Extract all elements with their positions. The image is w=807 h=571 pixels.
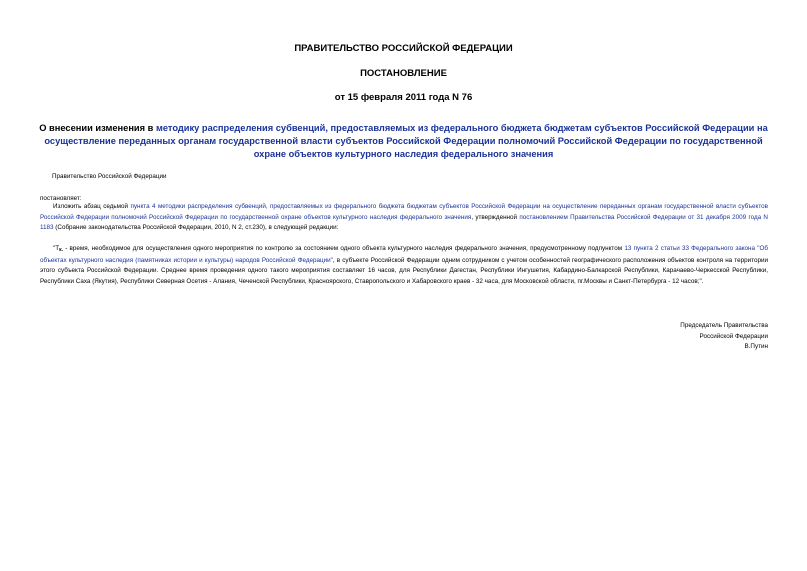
- government-heading: ПРАВИТЕЛЬСТВО РОССИЙСКОЙ ФЕДЕРАЦИИ: [294, 43, 513, 54]
- para1-mid: , утвержденной: [471, 213, 520, 221]
- methodology-point-link[interactable]: пункта 4 методики распределения субвенций, предоставляемых из федерального бюджета бюджетам субъектов Российской Федерации на осуществление переданных органам государственной власти субъектов Российской Федерации полномочий Российской Федерации по государственной охране объектов культурного наследия федерального значения: [40, 203, 768, 221]
- title-methodology-link[interactable]: методику распределения субвенций, предоставляемых из федерального бюджета бюджетам субъектов Российской Федерации на осуществление переданных органам государственной власти субъектов Российской Федерации полномочий Российской Федерации по государственной охране объектов культурного наследия федерального значения: [44, 123, 768, 159]
- paragraph-new-text: [40, 244, 768, 287]
- government-line: Правительство Российской Федерации: [52, 173, 167, 180]
- date-number-heading: от 15 февраля 2011 года N 76: [334, 92, 473, 103]
- title-prefix: О внесении изменения в: [39, 123, 156, 133]
- para1-prefix: Изложить абзац седьмой: [53, 203, 131, 210]
- para2-text-a: - время, необходимое для осуществления одного мероприятия по контролю за состоянием одного объекта культурного наследия федерального значения, предусмотренному подпунктом: [63, 245, 625, 252]
- formula-subscript: к.: [59, 247, 63, 253]
- para2-text-b: , в субъекте Российской Федерации одним сотрудником с учетом особенностей географического расположения объектов контроля на территории этого субъекта Российской Федерации. Среднее время проведения одного такого мероприятия составляет 16 часов, для Республики Дагестан, Республики Ингушетия, Кабардино-Балкарской Республики, Карачаево-Черкесской Республики, Республики Саха (Якутия), Республики Северная Осетия - Алания, Чеченской Республики, Красноярского, Ставропольского и Хабаровского краев - 32 часа, для Московской области, пг.Москвы и Санкт-Петербурга - 12 часов;".: [40, 256, 768, 285]
- paragraph-amendment: [40, 202, 768, 234]
- document-type-heading: ПОСТАНОВЛЕНИЕ: [360, 68, 447, 79]
- signature-title: Председатель Правительства: [680, 322, 768, 329]
- para1-suffix: (Собрание законодательства Российской Федерации, 2010, N 2, ст.230), в следующей редакции:: [53, 224, 339, 231]
- signature-organization: Российской Федерации: [699, 332, 768, 340]
- decrees-line: постановляет:: [40, 195, 82, 202]
- signature-name: В.Путин: [744, 343, 768, 350]
- document-title: [30, 122, 777, 161]
- resolution-1183-link[interactable]: постановлением Правительства Российской Федерации от 31 декабря 2009 года N 1183: [40, 213, 768, 231]
- federal-law-link[interactable]: 13 пункта 2 статьи 33 Федерального закона "Об объектах культурного наследия (памятниках истории и культуры) народов Российской Федерации": [40, 245, 769, 264]
- formula-symbol: "T: [53, 245, 60, 252]
- signature-block: [680, 321, 768, 353]
